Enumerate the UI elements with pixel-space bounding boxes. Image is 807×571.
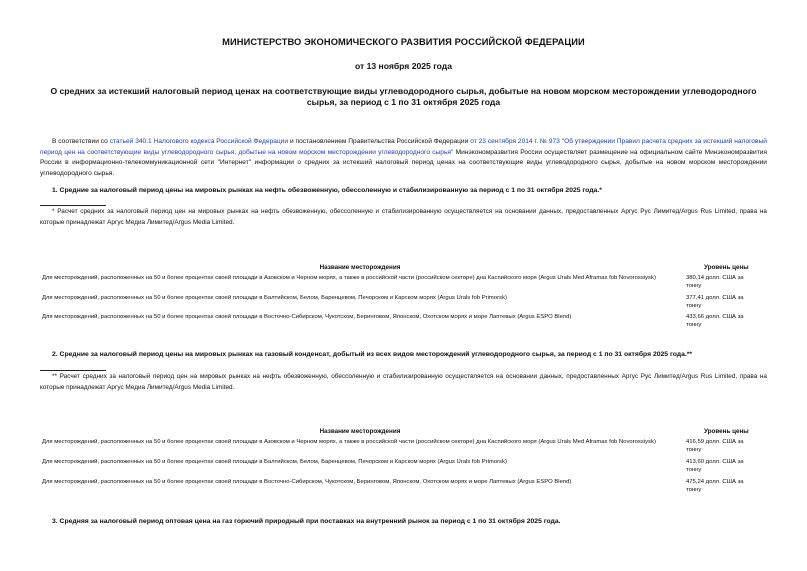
column-header-name: Название месторождения: [319, 264, 401, 271]
tax-code-link[interactable]: статьей 340.1 Налогового кодекса Российской Федерации: [109, 138, 289, 145]
row-price: 433,66 долл. США за тонну: [686, 314, 744, 329]
ministry-name: МИНИСТЕРСТВО ЭКОНОМИЧЕСКОГО РАЗВИТИЯ РОССИЙСКОЙ ФЕДЕРАЦИИ: [222, 37, 585, 47]
row-name: Для месторождений, расположенных на 50 и более процентах своей площади в Балтийском, Белом, Баренцевом, Печорском и Карском морях (Argus Urals fob Primorsk): [42, 295, 507, 301]
row-name: Для месторождений, расположенных на 50 и более процентах своей площади в Восточно-Сибирском, Чукотском, Беринговом, Японском, Охотском морях и море Лаптевых (Argus ESPO Blend): [42, 479, 572, 485]
intro-paragraph: [40, 137, 767, 179]
row-price: 380,14 долл. США за тонну: [686, 275, 744, 290]
row-price: 416,59 долл. США за тонну: [686, 439, 744, 454]
column-header-name: Название месторождения: [319, 428, 401, 435]
row-price: 377,41 долл. США за тонну: [686, 295, 744, 310]
footnote-divider: [40, 370, 106, 371]
column-header-price: Уровень цены: [704, 264, 749, 271]
section-2-heading: 2. Средние за налоговый период цены на мировых рынках на газовый конденсат, добытый из всех видов месторождений углеводородного сырья, за период с 1 по 31 октября 2025 года.**: [52, 351, 693, 358]
row-name: Для месторождений, расположенных на 50 и более процентах своей площади в Балтийском, Белом, Баренцевом, Печорском и Карском морях (Argus Urals fob Primorsk): [42, 459, 507, 465]
intro-suffix: Минэкономразвития России осуществляет размещение на официальном сайте Минэкономразвития России в информационно-телекоммуникационной сети "Интернет" информации о средних за истекший налоговый период ценах на соответствующие виды углеводородного сырья, добытые на новом морском месторождении углеводородного сырья.: [40, 148, 768, 177]
row-price: 413,60 долл. США за тонну: [686, 459, 744, 474]
intro-prefix: В соответствии со: [52, 138, 110, 145]
column-header-price: Уровень цены: [704, 428, 749, 435]
section-3-heading: 3. Средняя за налоговый период оптовая цена на газ горючий природный при поставках на внутренний рынок за период с 1 по 31 октября 2025 года.: [52, 518, 561, 525]
document-date: от 13 ноября 2025 года: [354, 61, 453, 71]
intro-mid: и постановлением Правительства Российской Федерации: [288, 138, 471, 145]
document-title: О средних за истекший налоговый период ценах на соответствующие виды углеводородного сырья, добытые на новом морском месторождении углеводородного сырья, за период с 1 по 31 октября 2025 года: [50, 86, 757, 107]
row-name: Для месторождений, расположенных на 50 и более процентах своей площади в Азовском и Черном морях, а также в российской части (российском секторе) дна Каспийского моря (Argus Urals Med Aframax fob Novorossiysk): [42, 275, 656, 281]
section-2-footnote: ** Расчет средних за налоговый период цен на мировых рынках на нефть обезвоженную, обессоленную и стабилизированную осуществляется на основании данных, предоставленных Аргус Рус Лимитед/Argus Rus Limited, права на которые принадлежат Аргус Медиа Лимитед/Argus Media Limited.: [40, 373, 767, 391]
row-price: 475,24 долл. США за тонну: [686, 479, 744, 494]
resolution-link[interactable]: от 23 сентября 2014 г. № 973 "Об утверждении Правил расчета средних за истекший налоговый период цен на соответствующие виды углеводородного сырья, добытые на новом морском месторождении углеводородного сырья": [40, 138, 767, 156]
section-1-footnote: * Расчет средних за налоговый период цен на мировых рынках на нефть обезвоженную, обессоленную и стабилизированную осуществляется на основании данных, предоставленных Аргус Рус Лимитед/Argus Rus Limited, права на которые принадлежат Аргус Медиа Лимитед/Argus Media Limited.: [40, 208, 767, 226]
row-name: Для месторождений, расположенных на 50 и более процентах своей площади в Азовском и Черном морях, а также в российской части (российском секторе) дна Каспийского моря (Argus Urals Med Aframax fob Novorossiysk): [42, 439, 656, 445]
footnote-divider: [40, 205, 106, 206]
section-1-heading: 1. Средние за налоговый период цены на мировых рынках на нефть обезвоженную, обессоленную и стабилизированную за период с 1 по 31 октября 2025 года.*: [52, 187, 602, 194]
row-name: Для месторождений, расположенных на 50 и более процентах своей площади в Восточно-Сибирском, Чукотском, Беринговом, Японском, Охотском морях и море Лаптевых (Argus ESPO Blend): [42, 314, 572, 320]
